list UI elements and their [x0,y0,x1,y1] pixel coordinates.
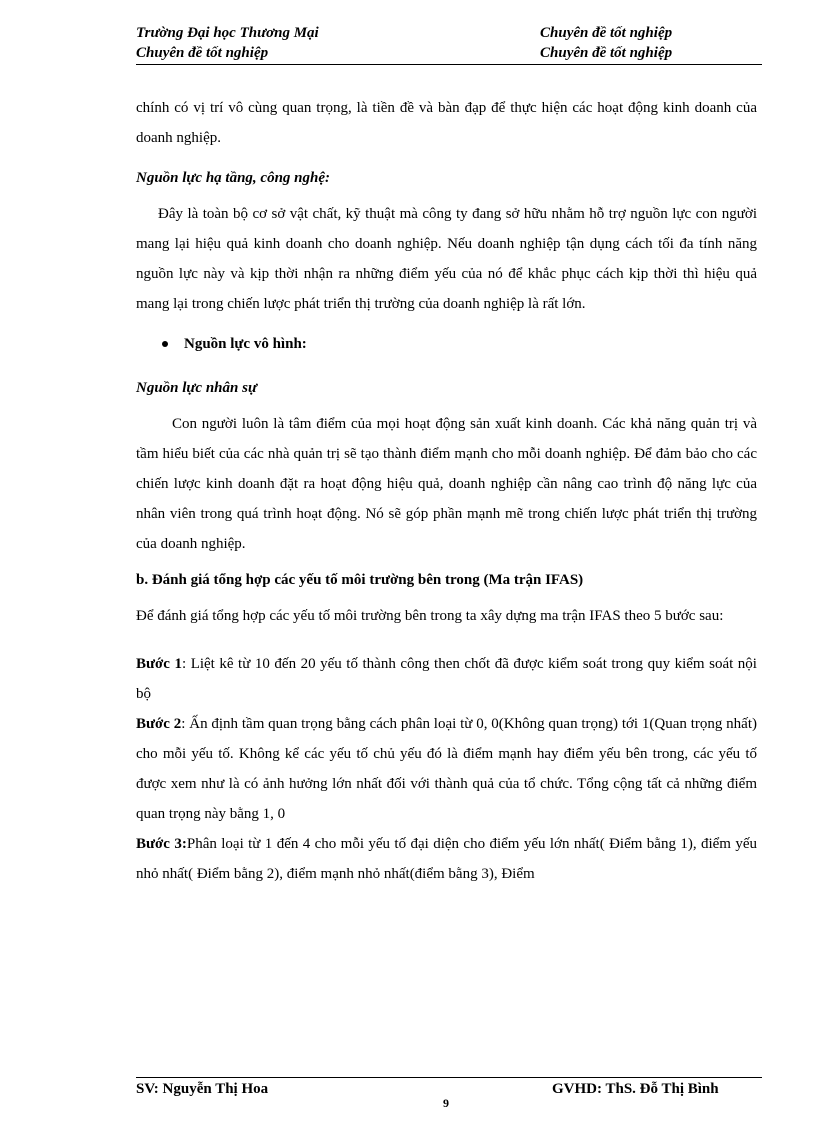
doc-type-right-1: Chuyên đề tốt nghiệp [540,25,673,41]
page-body [136,93,757,889]
bullet-intangible-label: Nguồn lực vô hình: [184,336,307,352]
step-1-label: Bước 1 [136,656,182,672]
footer-divider [136,1077,762,1078]
step-2-label: Bước 2 [136,716,182,732]
step-3-text: Phân loại từ 1 đến 4 cho mỗi yếu tố đại diện cho điểm yếu lớn nhất( Điểm bằng 1), điểm yếu nhỏ nhất( Điểm bằng 2), điểm mạnh nhỏ nhất(điểm bằng 3), Điểm [136,836,757,882]
footer-advisor: GVHD: ThS. Đỗ Thị Bình [552,1081,719,1097]
footer-student: SV: Nguyễn Thị Hoa [136,1081,269,1097]
doc-type-right-2: Chuyên đề tốt nghiệp [540,45,673,61]
step-1 [136,649,757,709]
bullet-intangible [162,329,757,359]
step-3 [136,829,757,889]
paragraph-human-resources: Con người luôn là tâm điểm của mọi hoạt động sản xuất kinh doanh. Các khả năng quản trị và tầm hiểu biết của các nhà quản trị sẽ tạo thành điểm mạnh cho mỗi doanh nghiệp. Để đảm bảo cho các chiến lược kinh doanh đặt ra hoạt động hiệu quả, doanh nghiệp cần nâng cao trình độ năng lực của nhân viên trong quá trình hoạt động. Nó sẽ góp phần mạnh mẽ trong chiến lược phát triển thị trường của doanh nghiệp. [136,416,757,552]
heading-human-resources: Nguồn lực nhân sự [136,380,257,396]
heading-infrastructure: Nguồn lực hạ tầng, công nghệ: [136,170,331,186]
bullet-dot-icon [162,341,168,347]
step-2-text: : Ấn định tầm quan trọng bằng cách phân loại từ 0, 0(Không quan trọng) tới 1(Quan trọng nhất) cho mỗi yếu tố. Không kể các yếu tố chủ yếu đó là điểm mạnh hay điểm yếu bên trong, các yếu tố được xem như là có ảnh hưởng lớn nhất đối với thành quả của tổ chức. Tổng cộng tất cả những điểm quan trọng này bằng 1, 0 [136,716,757,822]
page-number: 9 [443,1096,449,1110]
heading-ifas: b. Đánh giá tổng hợp các yếu tố môi trường bên trong (Ma trận IFAS) [136,572,584,588]
paragraph-intro: chính có vị trí vô cùng quan trọng, là tiền đề và bàn đạp để thực hiện các hoạt động kinh doanh của doanh nghiệp. [136,100,757,146]
paragraph-ifas-intro: Để đánh giá tổng hợp các yếu tố môi trường bên trong ta xây dựng ma trận IFAS theo 5 bước sau: [136,608,724,624]
step-1-text: : Liệt kê từ 10 đến 20 yếu tố thành công then chốt đã được kiểm soát trong quy kiểm soát nội bộ [136,656,757,702]
step-3-label: Bước 3: [136,836,187,852]
paragraph-infrastructure: Đây là toàn bộ cơ sở vật chất, kỹ thuật mà công ty đang sở hữu nhằm hỗ trợ nguồn lực con người mang lại hiệu quả kinh doanh cho doanh nghiệp. Nếu doanh nghiệp tận dụng cách tối đa tính năng nguồn lực này và kịp thời nhận ra những điểm yếu của nó để khắc phục cách kịp thời thì hiệu quả mang lại trong chiến lược phát triển thị trường của doanh nghiệp là rất lớn. [136,206,757,312]
step-2 [136,709,757,829]
header-divider [136,64,762,65]
school-name: Trường Đại học Thương Mại [136,25,319,41]
doc-type-left: Chuyên đề tốt nghiệp [136,45,269,61]
